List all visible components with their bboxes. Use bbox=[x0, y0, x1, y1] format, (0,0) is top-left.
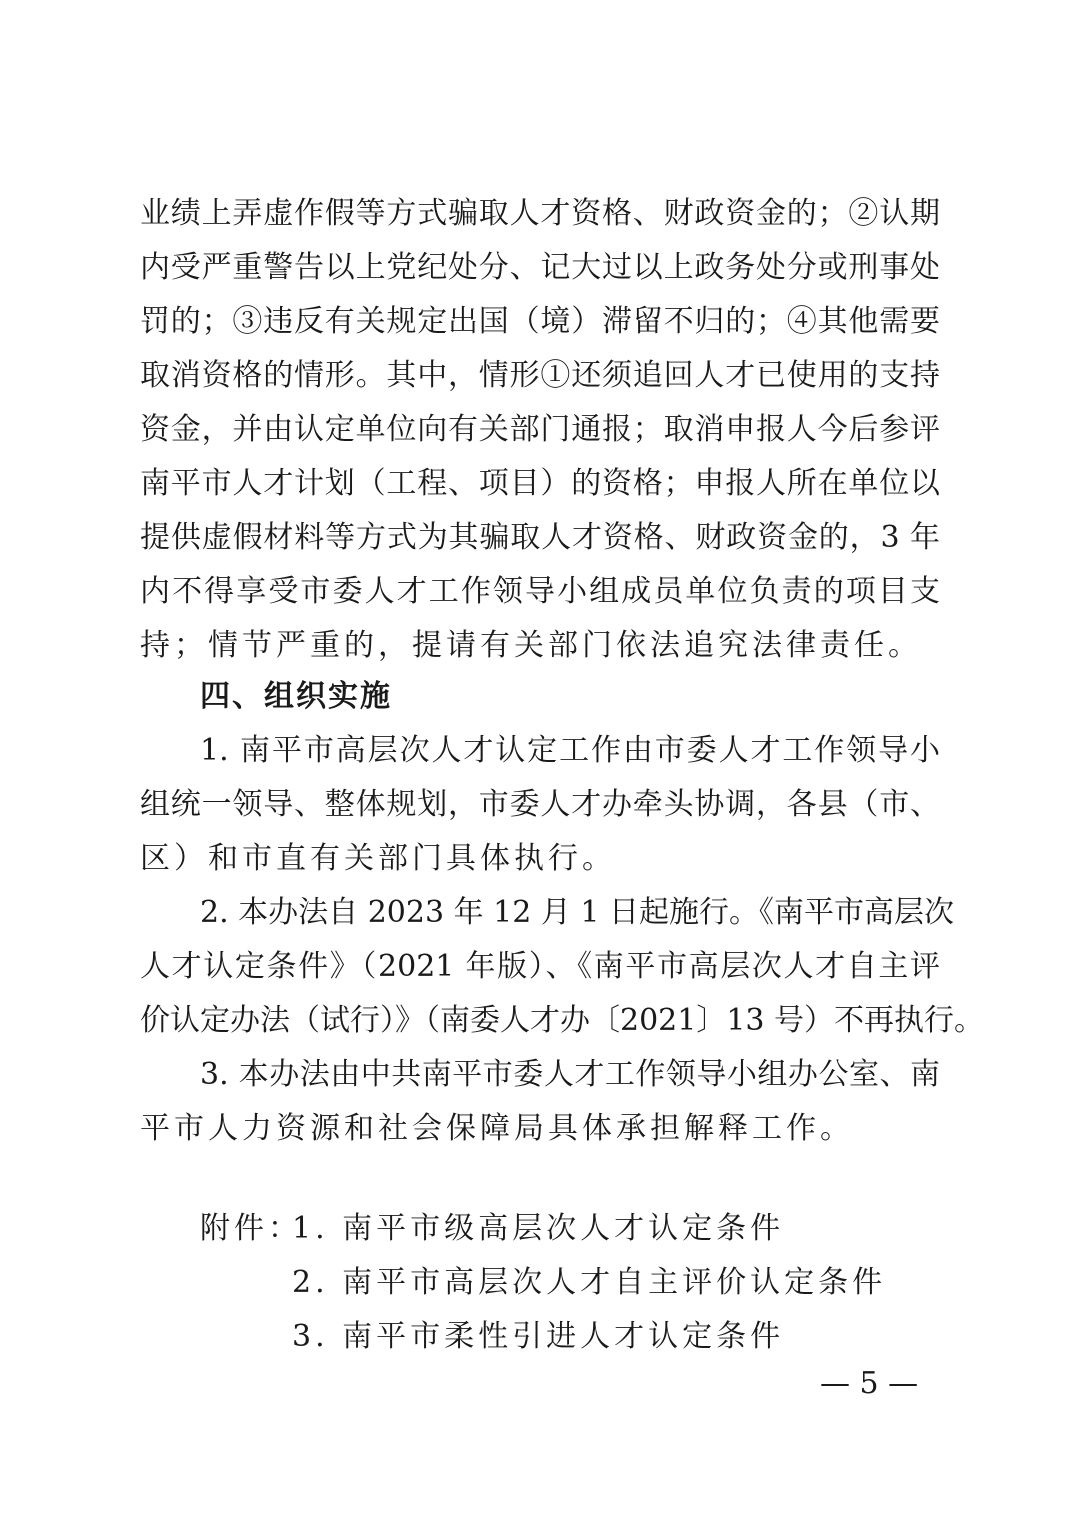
text-line: 业绩上弄虚作假等方式骗取人才资格、财政资金的；②认期 bbox=[140, 196, 940, 231]
attachments-label: 附件： bbox=[200, 1211, 302, 1246]
text-line: 南平市人才计划（工程、项目）的资格；申报人所在单位以 bbox=[140, 466, 940, 501]
text-line: 取消资格的情形。其中，情形①还须追回人才已使用的支持 bbox=[140, 358, 940, 393]
text-line: 提供虚假材料等方式为其骗取人才资格、财政资金的，3 年 bbox=[140, 520, 940, 555]
text-line: 持；情节严重的，提请有关部门依法追究法律责任。 bbox=[140, 628, 922, 663]
text-line: 罚的；③违反有关规定出国（境）滞留不归的；④其他需要 bbox=[140, 304, 940, 339]
text-line: 价认定办法（试行）》（南委人才办〔2021〕13 号）不再执行。 bbox=[140, 1003, 985, 1038]
text-line: 内受严重警告以上党纪处分、记大过以上政务处分或刑事处 bbox=[140, 250, 940, 285]
text-line: 人才认定条件》（2021 年版）、《南平市高层次人才自主评 bbox=[140, 949, 940, 984]
attachment-item: 1. 南平市级高层次人才认定条件 bbox=[292, 1211, 785, 1246]
text-line: 区）和市直有关部门具体执行。 bbox=[140, 841, 616, 876]
section-heading: 四、组织实施 bbox=[200, 679, 392, 714]
text-line: 组统一领导、整体规划，市委人才办牵头协调，各县（市、 bbox=[140, 787, 940, 822]
text-line: 资金，并由认定单位向有关部门通报；取消申报人今后参评 bbox=[140, 412, 940, 447]
text-line: 3. 本办法由中共南平市委人才工作领导小组办公室、南 bbox=[200, 1057, 940, 1092]
text-line: 1. 南平市高层次人才认定工作由市委人才工作领导小 bbox=[200, 733, 940, 768]
text-line: 内不得享受市委人才工作领导小组成员单位负责的项目支 bbox=[140, 574, 940, 609]
page-number: — 5 — bbox=[820, 1366, 919, 1401]
text-line: 平市人力资源和社会保障局具体承担解释工作。 bbox=[140, 1111, 854, 1146]
attachment-item: 3. 南平市柔性引进人才认定条件 bbox=[292, 1319, 785, 1354]
text-line: 2. 本办法自 2023 年 12 月 1 日起施行。《南平市高层次 bbox=[200, 895, 954, 930]
attachment-item: 2. 南平市高层次人才自主评价认定条件 bbox=[292, 1265, 887, 1300]
